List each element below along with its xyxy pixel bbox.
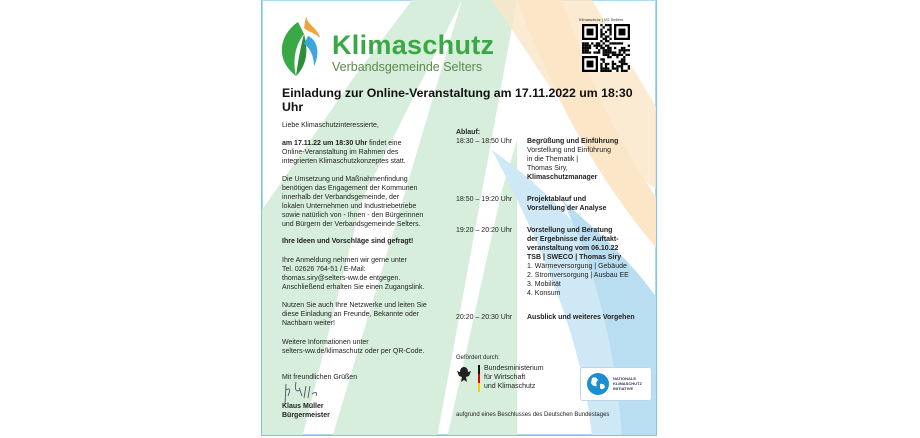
letter-text: Anschließend erhalten Sie einen Zugangslink. xyxy=(282,284,425,291)
agenda-title-line: Begrüßung und Einführung xyxy=(527,138,619,145)
klimaschutz-logo-icon xyxy=(278,14,330,80)
qr-label: Klimaschutz | VG Selters xyxy=(579,17,624,22)
letter-text: diese Einladung an Freunde, Bekannte oder xyxy=(282,311,419,318)
ministry-line: für Wirtschaft xyxy=(484,374,526,381)
letter-text: benötigen das Engagement der Kommunen xyxy=(282,185,418,192)
agenda-time: 18:30 – 18:50 Uhr xyxy=(456,138,513,145)
agenda-title-line: Ausblick und weiteres Vorgehen xyxy=(527,314,635,321)
letter-text: Nutzen Sie auch Ihre Netzwerke und leiten Sie xyxy=(282,302,427,309)
agenda-time: 20:20 – 20:30 Uhr xyxy=(456,314,513,321)
agenda-title-line: TSB | SWECO | Thomas Siry xyxy=(527,254,622,261)
qr-code[interactable] xyxy=(582,24,630,72)
letter-text: Online-Veranstaltung im Rahmen des xyxy=(282,149,399,156)
letter-text: selters-ww.de/klimaschutz oder per QR-Code. xyxy=(282,348,425,355)
agenda-time: 18:50 – 19:20 Uhr xyxy=(456,196,513,203)
brand-title: Klimaschutz xyxy=(332,30,495,60)
letter-text: Die Umsetzung und Maßnahmenfindung xyxy=(282,176,408,183)
agenda-detail: 2. Stromversorgung | Ausbau EE xyxy=(527,272,629,279)
nki-logo xyxy=(580,367,652,401)
agenda-time: 19:20 – 20:20 Uhr xyxy=(456,227,513,234)
agenda-detail: 1. Wärmeversorgung | Gebäude xyxy=(527,263,627,270)
letter-text: lokalen Unternehmen und Industriebetriebe xyxy=(282,203,417,210)
letter-text: Ihre Anmeldung nehmen wir gerne unter xyxy=(282,257,407,264)
globe-icon xyxy=(586,372,610,396)
flag-red xyxy=(478,374,480,383)
greeting: Liebe Klimaschutzinteressierte, xyxy=(282,122,379,129)
agenda-detail: in die Thematik | xyxy=(527,156,579,163)
agenda-detail: 4. Konsum xyxy=(527,290,561,297)
funding-note: aufgrund eines Beschlusses des Deutschen Bundestages xyxy=(456,412,610,418)
signer-role: Bürgermeister xyxy=(282,412,330,419)
agenda-detail: Vorstellung und Einführung xyxy=(527,147,612,154)
letter-text: Weitere Informationen unter xyxy=(282,339,369,346)
call-to-action: Ihre Ideen und Vorschläge sind gefragt! xyxy=(282,238,414,245)
agenda-title-line: Vorstellung der Analyse xyxy=(527,205,607,212)
headline: Einladung zur Online-Veranstaltung am 17.11.2022 um 18:30 Uhr xyxy=(282,86,633,114)
letter-text: und Bürgern der Verbandsgemeinde Selters. xyxy=(282,221,421,228)
agenda-title-line: veranstaltung vom 06.10.22 xyxy=(527,245,619,252)
letter-text: sowie natürlich von - Ihnen - den Bürgerinnen xyxy=(282,212,424,219)
letter-text: Tel. 02626 764-51 / E-Mail: xyxy=(282,266,366,273)
ministry-line: und Klimaschutz xyxy=(484,383,536,390)
flag-black xyxy=(478,365,480,374)
event-date: am 17.11.22 um 18:30 Uhr xyxy=(282,140,368,147)
ministry-line: Bundesministerium xyxy=(484,365,544,372)
signer-name: Klaus Müller xyxy=(282,403,324,410)
funding-label: Gefördert durch: xyxy=(456,355,500,361)
federal-eagle-icon xyxy=(456,366,472,384)
letter-text: integrierten Klimaschutzkonzeptes statt. xyxy=(282,158,406,165)
letter-text: thomas.siry@selters-ww.de entgegen. xyxy=(282,275,401,282)
intro-text: findet eine xyxy=(367,140,402,147)
flag-gold xyxy=(478,383,480,392)
intro-line xyxy=(282,139,401,148)
agenda-detail: Klimaschutzmanager xyxy=(527,174,598,181)
agenda-title: Ablauf: xyxy=(456,129,481,136)
invitation-poster xyxy=(261,0,657,436)
closing: Mit freundlichen Grüßen xyxy=(282,374,358,381)
agenda-title-line: Projektablauf und xyxy=(527,196,587,203)
agenda-detail: 3. Mobilität xyxy=(527,281,561,288)
agenda-title-line: der Ergebnisse der Auftakt- xyxy=(527,236,619,243)
nki-text: NATIONALE KLIMASCHUTZ INITIATIVE xyxy=(613,376,642,391)
agenda-title-line: Vorstellung und Beratung xyxy=(527,227,613,234)
letter-text: innerhalb der Verbandsgemeinde, der xyxy=(282,194,400,201)
letter-text: Nachbarn weiter! xyxy=(282,320,335,327)
agenda-detail: Thomas Siry, xyxy=(527,165,568,172)
brand-subtitle: Verbandsgemeinde Selters xyxy=(332,60,483,74)
